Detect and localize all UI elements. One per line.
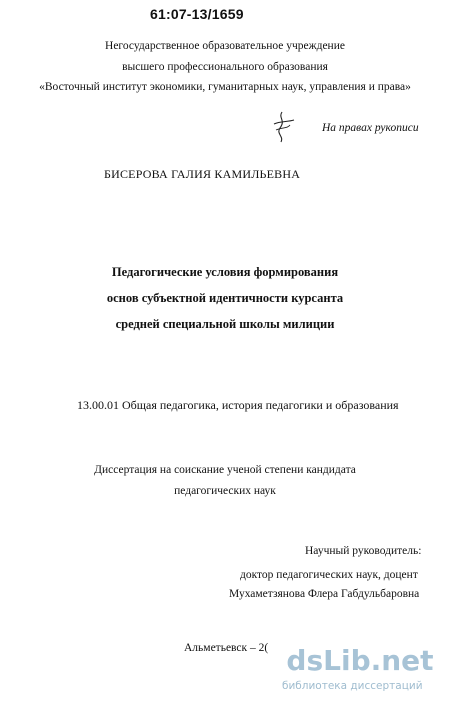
dissertation-line-2: педагогических наук (174, 485, 276, 497)
svg-text:dsLib.net: dsLib.net (286, 644, 434, 677)
institution-line-3: «Восточный институт экономики, гуманитарных наук, управления и права» (39, 81, 411, 93)
author-name: БИСЕРОВА ГАЛИЯ КАМИЛЬЕВНА (104, 167, 301, 181)
title-line-3: средней специальной школы милиции (115, 317, 335, 331)
supervisor-name: Мухаметзянова Флера Габдульбаровна (229, 588, 420, 600)
watermark (280, 640, 445, 700)
watermark-logo (280, 640, 445, 678)
title-line-1: Педагогические условия формирования (111, 265, 339, 279)
supervisor-label: Научный руководитель: (305, 545, 422, 557)
specialty-code: 13.00.01 Общая педагогика, история педагогики и образования (77, 398, 399, 412)
rights-note: На правах рукописи (322, 122, 419, 134)
institution-line-1: Негосударственное образовательное учреждение (105, 40, 345, 52)
watermark-subtitle: библиотека диссертаций (282, 680, 423, 692)
supervisor-degree: доктор педагогических наук, доцент (240, 569, 418, 581)
signature-image (268, 110, 298, 144)
institution-line-2: высшего профессионального образования (122, 61, 328, 73)
title-line-2: основ субъектной идентичности курсанта (106, 291, 344, 305)
archive-code: 61:07-13/1659 (150, 6, 244, 22)
place-year: Альметьевск – 2( (184, 642, 269, 654)
dissertation-line-1: Диссертация на соискание ученой степени кандидата (94, 464, 356, 476)
